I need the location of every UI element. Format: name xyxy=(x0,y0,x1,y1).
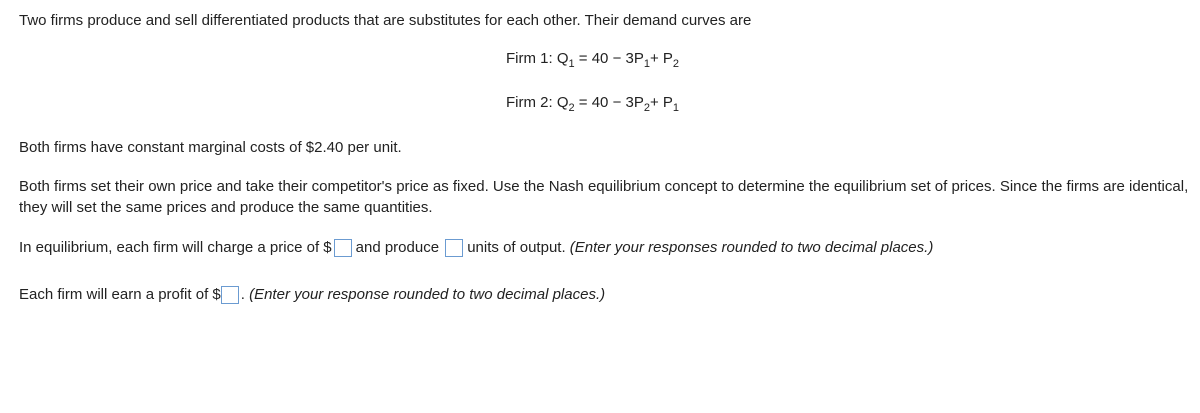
equilibrium-prefix: In equilibrium, each firm will charge a price of $ xyxy=(19,239,332,256)
equilibrium-question xyxy=(19,239,933,257)
firm1-p-subscript: 1 xyxy=(643,58,650,70)
firm2-p-subscript: 2 xyxy=(643,102,650,114)
firm1-eq-tail: + P xyxy=(649,50,673,67)
price-answer-input[interactable] xyxy=(334,239,352,257)
quantity-answer-input[interactable] xyxy=(445,239,463,257)
profit-answer-input[interactable] xyxy=(221,286,239,304)
nash-instructions: Both firms set their own price and take their competitor's price as fixed. Use the Nash equilibrium concept to determine the equilibrium set of prices. Since the firms are identical, they will set the same prices and produce the same quantities. xyxy=(19,178,1189,216)
equilibrium-middle: and produce xyxy=(355,239,440,256)
firm1-tail-subscript: 2 xyxy=(672,58,680,70)
equilibrium-suffix: units of output. xyxy=(467,239,566,256)
firm2-eq-middle: = 40 − 3P xyxy=(574,94,644,111)
equilibrium-hint: (Enter your responses rounded to two decimal places.) xyxy=(569,239,934,256)
profit-question xyxy=(19,286,605,304)
firm1-eq-label: Firm 1: Q xyxy=(506,50,569,67)
firm1-q-subscript: 1 xyxy=(568,58,575,70)
profit-hint: (Enter your response rounded to two decimal places.) xyxy=(249,286,606,303)
firm2-tail-subscript: 1 xyxy=(672,102,680,114)
profit-suffix: . xyxy=(240,286,245,303)
firm1-eq-middle: = 40 − 3P xyxy=(574,50,644,67)
marginal-cost-statement: Both firms have constant marginal costs of $2.40 per unit. xyxy=(19,139,402,156)
problem-intro: Two firms produce and sell differentiated products that are substitutes for each other. Their demand curves are xyxy=(19,12,752,29)
firm2-eq-label: Firm 2: Q xyxy=(506,94,569,111)
firm2-eq-tail: + P xyxy=(649,94,673,111)
firm2-q-subscript: 2 xyxy=(568,102,575,114)
firm1-demand-equation xyxy=(506,50,679,68)
firm2-demand-equation xyxy=(506,94,679,112)
profit-prefix: Each firm will earn a profit of $ xyxy=(19,286,221,303)
